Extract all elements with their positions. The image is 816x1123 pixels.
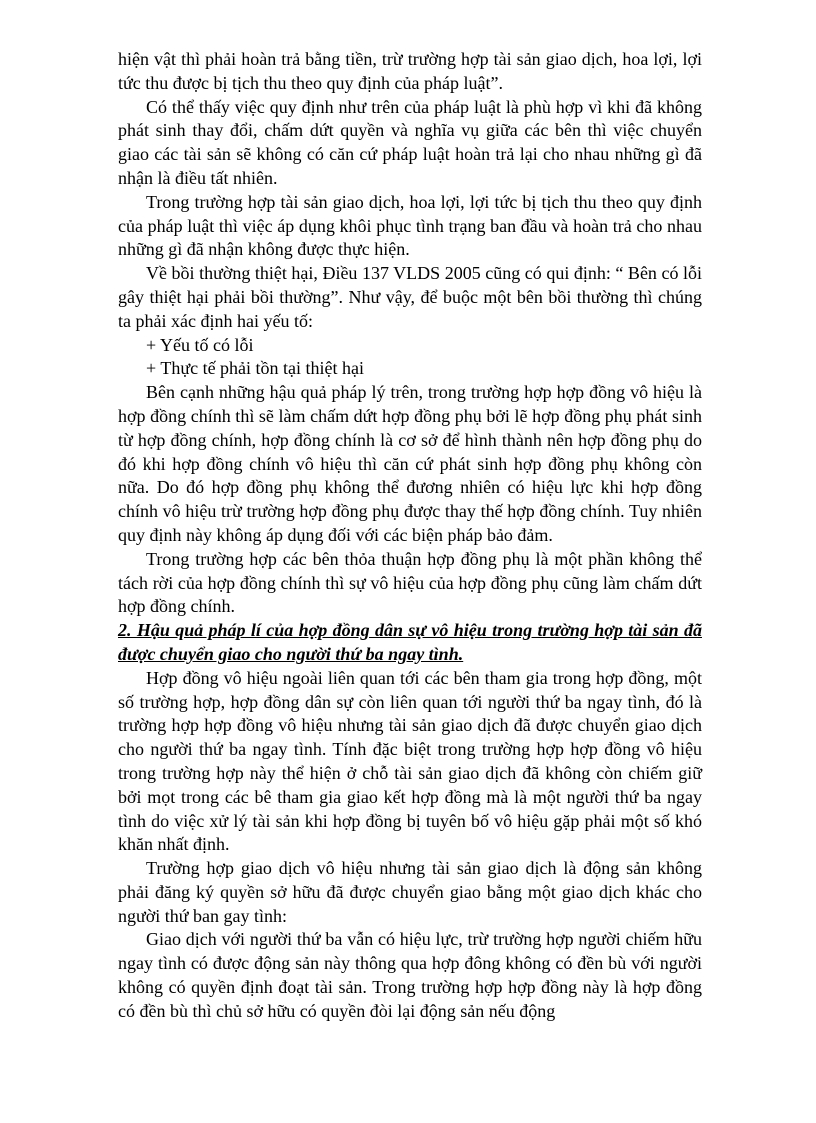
paragraph-8: Trường hợp giao dịch vô hiệu nhưng tài sản giao dịch là động sản không phải đăng ký quyền sở hữu đã được chuyển giao bằng một giao dịch khác cho người thứ ban gay tình:: [118, 858, 702, 926]
paragraph-4: Về bồi thường thiệt hại, Điều 137 VLDS 2005 cũng có qui định: “ Bên có lỗi gây thiệt hại phải bồi thường”. Như vậy, để buộc một bên bồi thường thì chúng ta phải xác định hai yếu tố:: [118, 263, 702, 331]
paragraph-7: Hợp đồng vô hiệu ngoài liên quan tới các bên tham gia trong hợp đồng, một số trường hợp, hợp đồng dân sự còn liên quan tới người thứ ba ngay tình, đó là trường hợp hợp đồng vô hiệu nhưng tài sản giao dịch đã được chuyển giao dịch cho người thứ ba ngay tình. Tính đặc biệt trong trường hợp hợp đồng vô hiệu trong trường hợp này thể hiện ở chỗ tài sản giao dịch đã không còn chiếm giữ bởi mọt trong các bê tham gia giao kết hợp đồng mà là một người thứ ba ngay tình do việc xử lý tài sản khi hợp đồng bị tuyên bố vô hiệu gặp phải một số khó khăn nhất định.: [118, 667, 702, 855]
paragraph-5: Bên cạnh những hậu quả pháp lý trên, trong trường hợp hợp đồng vô hiệu là hợp đồng chính thì sẽ làm chấm dứt hợp đồng phụ bởi lẽ hợp đồng phụ phát sinh từ hợp đồng chính, hợp đồng chính là cơ sở để hình thành nên hợp đồng phụ do đó khi hợp đồng chính vô hiệu thì căn cứ phát sinh hợp đồng phụ không còn nữa. Do đó hợp đồng phụ không thể đương nhiên có hiệu lực khi hợp đồng chính vô hiệu trừ trường hợp đồng phụ được thay thế hợp đồng chính. Tuy nhiên quy định này không áp dụng đối với các biện pháp bảo đảm.: [118, 382, 702, 545]
paragraph-6: Trong trường hợp các bên thỏa thuận hợp đồng phụ là một phần không thể tách rời của hợp đồng chính thì sự vô hiệu của hợp đồng phụ cũng làm chấm dứt hợp đồng chính.: [118, 548, 702, 617]
document-page: [118, 48, 702, 1024]
paragraph-2: Có thể thấy việc quy định như trên của pháp luật là phù hợp vì khi đã không phát sinh thay đổi, chấm dứt quyền và nghĩa vụ giữa các bên thì việc chuyển giao các tài sản sẽ không có căn cứ pháp luật hoàn trả lại cho nhau những gì đã nhận là điều tất nhiên.: [118, 96, 702, 188]
paragraph-9: Giao dịch với người thứ ba vẫn có hiệu lực, trừ trường hợp người chiếm hữu ngay tình có được động sản này thông qua hợp đông không có đền bù với người không có quyền định đoạt tài sản. Trong trường hợp hợp đồng này là hợp đồng có đền bù thì chủ sở hữu có quyền đòi lại động sản nếu động: [118, 929, 702, 1021]
list-item-fault: + Yếu tố có lỗi: [146, 334, 254, 355]
list-item-damage: + Thực tế phải tồn tại thiệt hại: [146, 358, 365, 379]
section-heading: 2. Hậu quả pháp lí của hợp đồng dân sự vô hiệu trong trường hợp tài sản đã được chuyển giao cho người thứ ba ngay tình.: [118, 620, 702, 664]
paragraph-1: hiện vật thì phải hoàn trả bằng tiền, trừ trường hợp tài sản giao dịch, hoa lợi, lợi tức thu được bị tịch thu theo quy định của pháp luật”.: [118, 49, 702, 93]
paragraph-3: Trong trường hợp tài sản giao dịch, hoa lợi, lợi tức bị tịch thu theo quy định của pháp luật thì việc áp dụng khôi phục tình trạng ban đầu và hoàn trả cho nhau những gì đã nhận không được thực hiện.: [118, 191, 702, 260]
